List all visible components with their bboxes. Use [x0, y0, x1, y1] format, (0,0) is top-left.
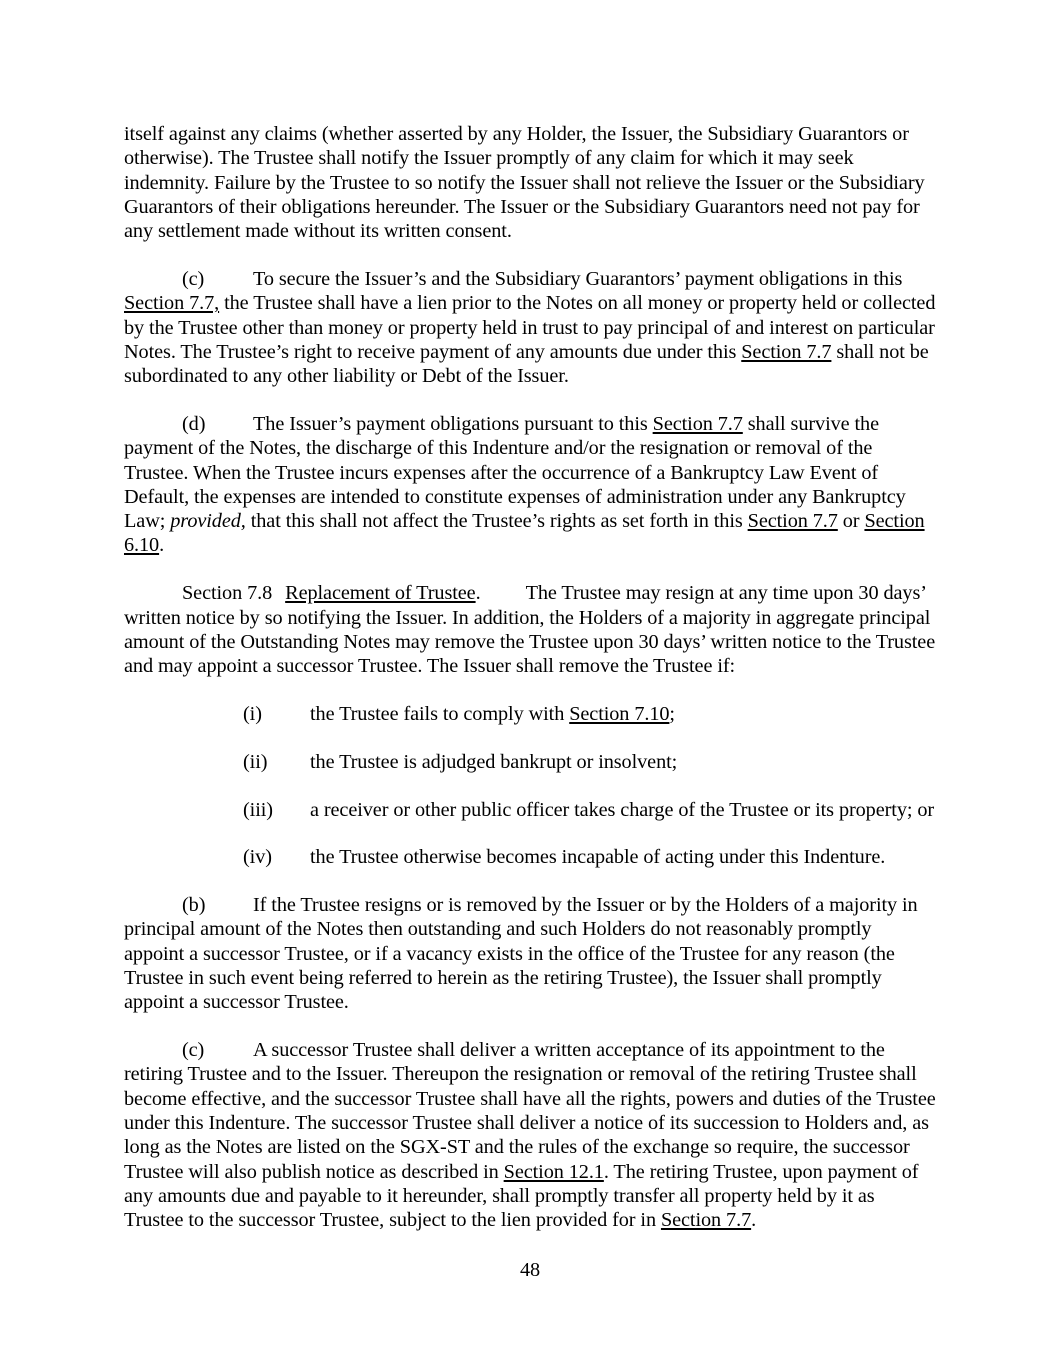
list-item-ii	[124, 750, 936, 774]
paragraph-marker: (c)	[182, 267, 205, 290]
section-reference: Replacement of Trustee	[285, 582, 476, 605]
document-body	[124, 122, 936, 1232]
section-reference: Section 12.1	[503, 1160, 604, 1183]
text-run: a receiver or other public officer takes charge of the Trustee or its property; or	[310, 798, 935, 821]
text-run: . The retiring Trustee, upon payment of any amounts due and payable to it hereunder, shall promptly transfer all property held by it as Trustee to the successor Trustee, subject to the lien provided for in	[124, 1160, 919, 1232]
paragraph-marker: (iv)	[243, 846, 272, 869]
paragraph-marker: (iii)	[243, 798, 273, 821]
page-number: 48	[519, 1259, 541, 1282]
section-reference: Section 7.7	[747, 510, 838, 533]
list-item-iii	[124, 798, 936, 822]
text-run: If the Trustee resigns or is removed by the Issuer or by the Holders of a majority in principal amount of the Notes then outstanding and such Holders do not reasonably promptly appoint a successor Trustee, or if a vacancy exists in the office of the Trustee for any reason (the Trustee in such event being referred to herein as the retiring Trustee), the Issuer shall promptly appoint a successor Trustee.	[124, 894, 918, 1014]
list-item-iv	[124, 845, 936, 869]
section-reference: Section 7.7	[660, 1209, 752, 1232]
text-run: the Trustee shall have a lien prior to the Notes on all money or property held or collected by the Trustee other than money or property held in trust to pay principal of and interest on particular Notes. The Trustee’s right to receive payment of any amounts due under this	[124, 292, 936, 363]
text-run: shall survive the payment of the Notes, the discharge of this Indenture and/or the resignation or removal of the Trustee. When the Trustee incurs expenses after the occurrence of a Bankruptcy Law Event of Default, the expenses are intended to constitute expenses of administration under any Bankruptcy Law;	[124, 412, 906, 533]
para-section-7-8	[124, 581, 936, 678]
text-run: the Trustee is adjudged bankrupt or insolvent;	[310, 750, 678, 773]
text-run: The Trustee may resign at any time upon 30 days’ written notice by so notifying the Issuer. In addition, the Holders of a majority in aggregate principal amount of the Outstanding Notes may remove the Trustee upon 30 days’ written notice to the Trustee and may appoint a successor Trustee. The Issuer shall remove the Trustee if:	[124, 582, 936, 678]
section-reference: Section 7.7	[741, 340, 832, 363]
section-reference: Section 7.7	[652, 412, 743, 435]
text-run: the Trustee otherwise becomes incapable of acting under this Indenture.	[310, 846, 886, 869]
paragraph-marker: (ii)	[243, 750, 268, 773]
text-run: the Trustee fails to comply with	[310, 702, 570, 725]
text-run: ;	[669, 702, 675, 725]
para-indemnity-continuation	[124, 122, 936, 243]
section-reference: Section 7.10	[569, 702, 670, 725]
section-reference: Section 6.10	[124, 510, 925, 557]
text-run: itself against any claims (whether asserted by any Holder, the Issuer, the Subsidiary Guarantors or otherwise). The Trustee shall notify the Issuer promptly of any claim for which it may seek indemnity. Failure by the Trustee to so notify the Issuer shall not relieve the Issuer or the Subsidiary Guarantors of their obligations hereunder. The Issuer or the Subsidiary Guarantors need not pay for any settlement made without its written consent.	[124, 123, 925, 243]
para-7-7-d	[124, 412, 936, 558]
text-run: The Issuer’s payment obligations pursuant to this	[253, 412, 653, 435]
text-run: .	[159, 534, 165, 557]
list-item-i	[124, 702, 936, 726]
paragraph-marker: (d)	[182, 412, 206, 435]
emphasis-run: provided,	[170, 510, 246, 533]
para-7-7-c	[124, 267, 936, 388]
paragraph-marker: (b)	[182, 894, 206, 917]
text-run: that this shall not affect the Trustee’s rights as set forth in this	[245, 510, 748, 533]
paragraph-marker: (i)	[243, 702, 262, 725]
text-run: A successor Trustee shall deliver a written acceptance of its appointment to the retiring Trustee and to the Issuer. Thereupon the resignation or removal of the retiring Trustee shall become effective, and the successor Trustee shall have all the rights, powers and duties of the Trustee under this Indenture. The successor Trustee shall deliver a notice of its succession to Holders and, as long as the Notes are listed on the SGX-ST and the rules of the exchange so require, the successor Trustee will also publish notice as described in	[124, 1039, 936, 1183]
text-run: shall not be subordinated to any other liability or Debt of the Issuer.	[124, 340, 929, 388]
section-reference: Section 7.7,	[124, 292, 220, 315]
text-run: To secure the Issuer’s and the Subsidiary Guarantors’ payment obligations in this	[253, 267, 903, 290]
text-run: .	[751, 1209, 757, 1232]
paragraph-marker: (c)	[182, 1039, 205, 1062]
text-run: or	[837, 510, 865, 533]
text-run: Section 7.8	[182, 582, 273, 605]
para-7-8-c	[124, 1038, 936, 1232]
para-7-8-b	[124, 893, 936, 1014]
text-run: .	[475, 582, 481, 605]
